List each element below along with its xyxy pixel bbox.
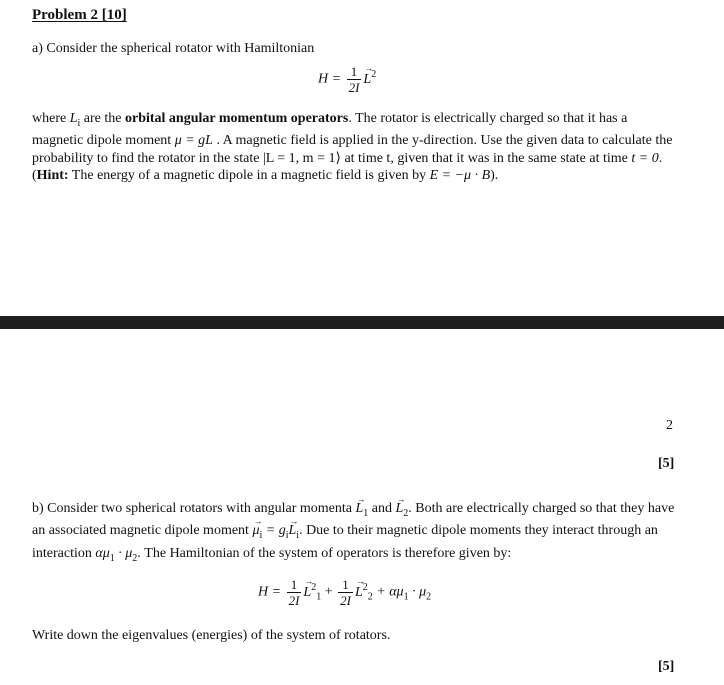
hint-label: Hint: <box>36 168 69 184</box>
fraction-2: $\frac{1}{2I}$ <box>340 577 351 608</box>
part-b-marks: [5] <box>658 659 675 674</box>
page-separator <box>0 316 724 329</box>
part-a-hamiltonian-equation: H = $\frac{1}{2I}$ → $L^2$ <box>318 64 376 95</box>
part-b-final-question: Write down the eigenvalues (energies) of the system of rotators. <box>32 628 391 643</box>
part-a-body: where $L_i$ are the orbital angular momentum operators. The rotator is electrically charged so that it has a magnetic dipole moment μ = gL . A magnetic field is applied in the y-direction. Use the given data to calculate the probability to find the rotator in the state |L = 1, m = 1⟩ at time t, given that it was in the same state at time t = 0. (Hint: The energy of a magnetic dipole in a magnetic field is given by E = −μ · B). <box>32 111 673 184</box>
fraction-1: $\frac{1}{2I}$ <box>288 577 300 608</box>
part-a-intro: a) Consider the spherical rotator with Hamiltonian <box>32 41 315 56</box>
bold-term: orbital angular momentum operators <box>124 111 349 126</box>
part-b-hamiltonian-equation: H = $\frac{1}{2I}$ → $L^2_1$ + $\frac{1}{2I}$ → $L^2_2 + \alpha\mu_1 \cdot \mu_2$ <box>258 577 431 608</box>
fraction: $\frac{1}{2I}$ <box>348 64 360 95</box>
document-page-top <box>0 0 724 316</box>
page-number: 2 <box>666 418 673 433</box>
part-b-body: b) Consider two spherical rotators with angular momenta → $L_1$ and → $L_2$. Both are electrically charged so that they have an associated magnetic dipole moment → $\mu_i = g_i\to L_i$. Due to their magnetic dipole moments they interact through an interaction $\alpha\mu_1 \cdot \mu_2$. The Hamiltonian of the system of operators is therefore given by: <box>32 500 682 567</box>
problem-title: Problem 2 [10] <box>32 7 127 23</box>
part-a-marks: [5] <box>658 456 675 471</box>
